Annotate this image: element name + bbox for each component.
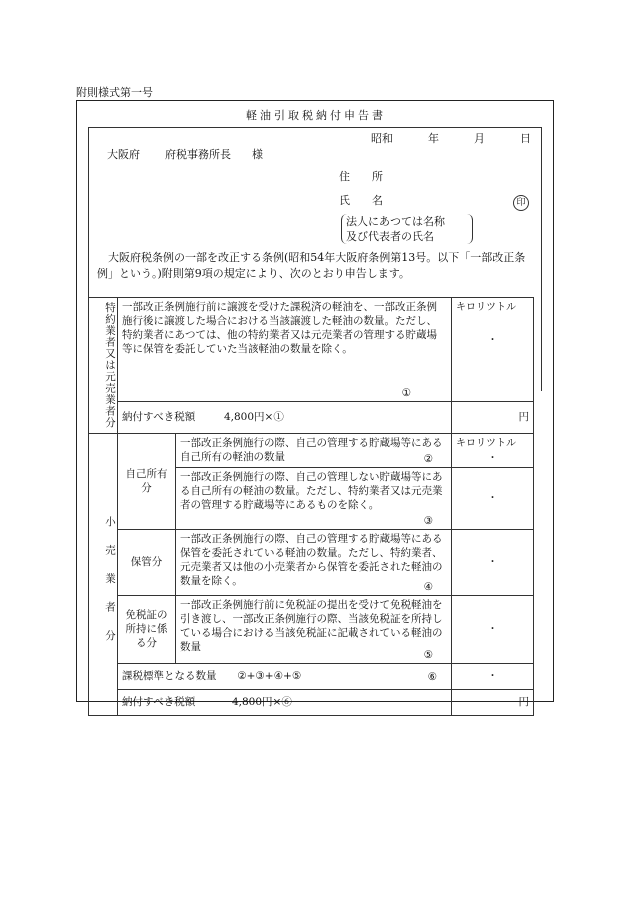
yen-label: 円 [518, 411, 529, 424]
item-number: ④ [423, 580, 433, 593]
declaration-statement: 大阪府税条例の一部を改正する条例(昭和54年大阪府条例第13号。以下「一部改正条例」という。)附則第9項の規定により、次のとおり申告します。 [97, 251, 526, 280]
tax-base-field[interactable] [452, 663, 534, 689]
storage-desc: 一部改正条例施行の際、自己の管理する貯蔵場等にある保管を委託されている軽油の数量。ただし、特約業者、元売業者又は他の小売業者から保管を委託された軽油の数量を除く。 ④ [176, 529, 452, 595]
wholesaler-tax-row [118, 402, 452, 433]
tax-base-formula: ②+③+④+⑤ [237, 670, 302, 682]
table-row [89, 298, 534, 402]
unit-label: キロリツトル [456, 302, 516, 313]
table-row [89, 663, 534, 689]
tax-label: 納付すべき税額 [122, 411, 196, 424]
addressee [107, 148, 263, 163]
date-line [371, 132, 531, 147]
corporate-note-line2: 及び代表者の氏名 [346, 230, 434, 243]
decimal-point: ・ [487, 670, 498, 682]
seal-icon: 印 [513, 195, 529, 211]
tax-base-row [118, 663, 452, 689]
own-stock-desc-2: 一部改正条例施行の際、自己の管理しない貯蔵場等にある自己所有の軽油の数量。ただし、特約業者又は元売業者の管理する貯蔵場等にあるものを除く。 ③ [176, 467, 452, 529]
item-number: ① [401, 387, 411, 400]
item-number: ⑤ [423, 648, 433, 661]
wholesaler-section-label: 特約業者又は元売業者分 [89, 298, 118, 434]
table-row [89, 689, 534, 715]
item-number: ② [423, 452, 433, 465]
table-row [89, 433, 534, 467]
decimal-point: ・ [487, 334, 498, 346]
corporate-note [341, 214, 473, 244]
wholesaler-quantity-field[interactable] [452, 298, 534, 402]
table-row [89, 595, 534, 663]
name-label[interactable]: 氏 名 [339, 194, 383, 207]
storage-field[interactable] [452, 529, 534, 595]
unit-label: キロリツトル [456, 437, 516, 449]
decimal-point: ・ [487, 451, 498, 464]
exempt-label: 免税証の所持に係る分 [118, 595, 176, 663]
storage-label: 保管分 [118, 529, 176, 595]
date-era[interactable]: 昭和 [371, 132, 393, 145]
corporate-note-line1: 法人にあつては名称 [346, 215, 445, 228]
retailer-tax-row [118, 689, 452, 715]
date-day[interactable]: 日 [520, 132, 531, 145]
address-label[interactable]: 住 所 [339, 170, 383, 183]
item-number: ⑥ [427, 670, 437, 683]
date-year[interactable]: 年 [428, 132, 439, 145]
table-row [89, 402, 534, 433]
own-stock-label: 自己所有分 [118, 433, 176, 529]
tax-formula: 4,800円×① [223, 411, 284, 424]
date-month[interactable]: 月 [474, 132, 485, 145]
addressee-office: 府税事務所長 [165, 148, 231, 161]
item-number: ③ [423, 514, 433, 527]
form-title: 軽油引取税納付申告書 [246, 109, 386, 122]
own-stock-field-2[interactable] [452, 467, 534, 529]
wholesaler-tax-field[interactable] [452, 402, 534, 433]
wholesaler-quantity-desc: 一部改正条例施行前に譲渡を受けた課税済の軽油を、一部改正条例施行後に譲渡した場合における当該譲渡した軽油の数量。ただし、特約業者にあつては、他の特約業者又は元売業者の管理する貯蔵場等に保管を委託していた当該軽油の数量を除く。 ① [118, 298, 452, 402]
addressee-prefecture: 大阪府 [107, 148, 140, 161]
tax-formula: 4,800円×⑥ [231, 696, 292, 708]
retailer-section-label: 小売業者分 [89, 433, 118, 715]
retailer-tax-field[interactable] [452, 689, 534, 715]
own-stock-field-1[interactable] [452, 433, 534, 467]
exempt-field[interactable] [452, 595, 534, 663]
declaration-table [88, 297, 534, 716]
decimal-point: ・ [487, 623, 498, 635]
form-number-label: 附則様式第一号 [76, 86, 153, 99]
tax-base-label: 課税標準となる数量 [122, 670, 217, 682]
own-stock-desc-1: 一部改正条例施行の際、自己の管理する貯蔵場等にある自己所有の軽油の数量 ② [176, 433, 452, 467]
yen-label: 円 [518, 696, 529, 708]
tax-label: 納付すべき税額 [122, 696, 196, 708]
decimal-point: ・ [487, 492, 498, 504]
table-row [89, 529, 534, 595]
tax-return-form [76, 100, 554, 708]
addressee-honorific: 様 [252, 148, 263, 161]
decimal-point: ・ [487, 556, 498, 568]
exempt-desc: 一部改正条例施行前に免税証の提出を受けて免税軽油を引き渡し、一部改正条例施行の際、当該免税証を所持している場合における当該免税証に記載されている軽油の数量 ⑤ [176, 595, 452, 663]
